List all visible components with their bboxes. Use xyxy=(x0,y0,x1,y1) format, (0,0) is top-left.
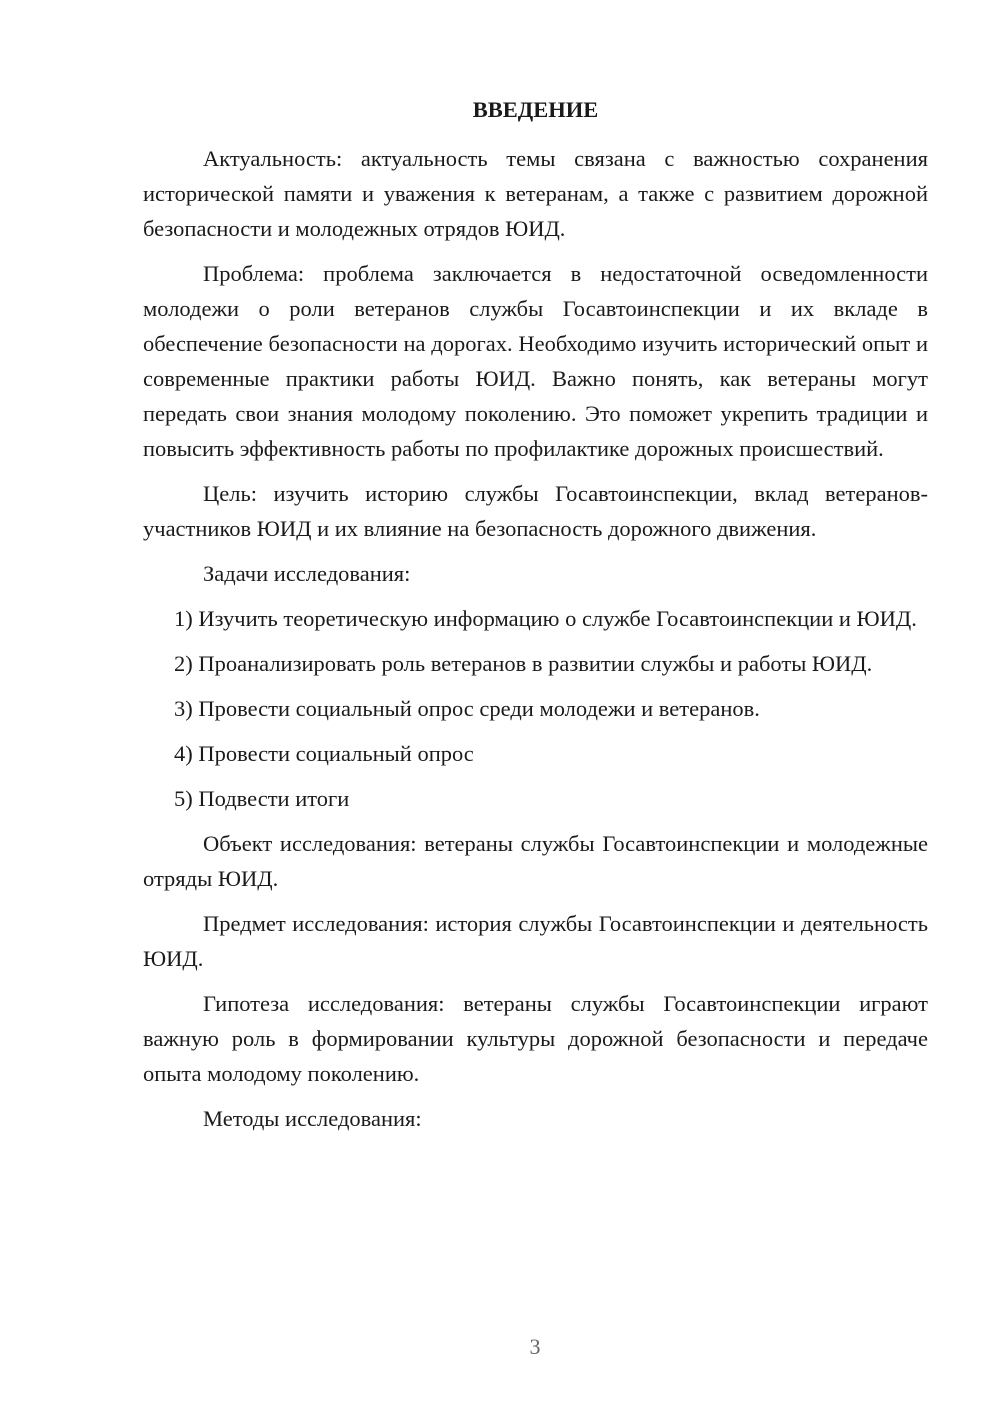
paragraph-goal: Цель: изучить историю службы Госавтоинспекции, вклад ветеранов-участников ЮИД и их влияние на безопасность дорожного движения. xyxy=(143,481,928,541)
section-title: ВВЕДЕНИЕ xyxy=(472,97,599,122)
paragraph-problem: Проблема: проблема заключается в недостаточной осведомленности молодежи о роли ветеранов службы Госавтоинспекции и их вкладе в обеспечение безопасности на дорогах. Необходимо изучить исторический опыт и современные практики работы ЮИД. Важно понять, как ветераны могут передать свои знания молодому поколению. Это поможет укрепить традиции и повысить эффективность работы по профилактике дорожных происшествий. xyxy=(143,261,928,461)
task-item-2: 2) Проанализировать роль ветеранов в развитии службы и работы ЮИД. xyxy=(174,651,873,676)
paragraph-hypothesis: Гипотеза исследования: ветераны службы Госавтоинспекции играют важную роль в формировании культуры дорожной безопасности и передаче опыта молодому поколению. xyxy=(143,991,928,1086)
task-item-4: 4) Провести социальный опрос xyxy=(174,741,474,766)
task-item-1: 1) Изучить теоретическую информацию о службе Госавтоинспекции и ЮИД. xyxy=(174,606,917,631)
page-number: 3 xyxy=(529,1334,541,1359)
paragraph-tasks-heading: Задачи исследования: xyxy=(203,561,411,586)
task-item-3: 3) Провести социальный опрос среди молодежи и ветеранов. xyxy=(174,696,760,721)
paragraph-relevance: Актуальность: актуальность темы связана с важностью сохранения исторической памяти и уважения к ветеранам, а также с развитием дорожной безопасности и молодежных отрядов ЮИД. xyxy=(143,146,928,241)
document-page xyxy=(143,95,928,1146)
paragraph-subject: Предмет исследования: история службы Госавтоинспекции и деятельность ЮИД. xyxy=(143,911,928,971)
paragraph-methods: Методы исследования: xyxy=(203,1106,422,1131)
paragraph-object: Объект исследования: ветераны службы Госавтоинспекции и молодежные отряды ЮИД. xyxy=(143,831,928,891)
task-item-5: 5) Подвести итоги xyxy=(174,786,350,811)
